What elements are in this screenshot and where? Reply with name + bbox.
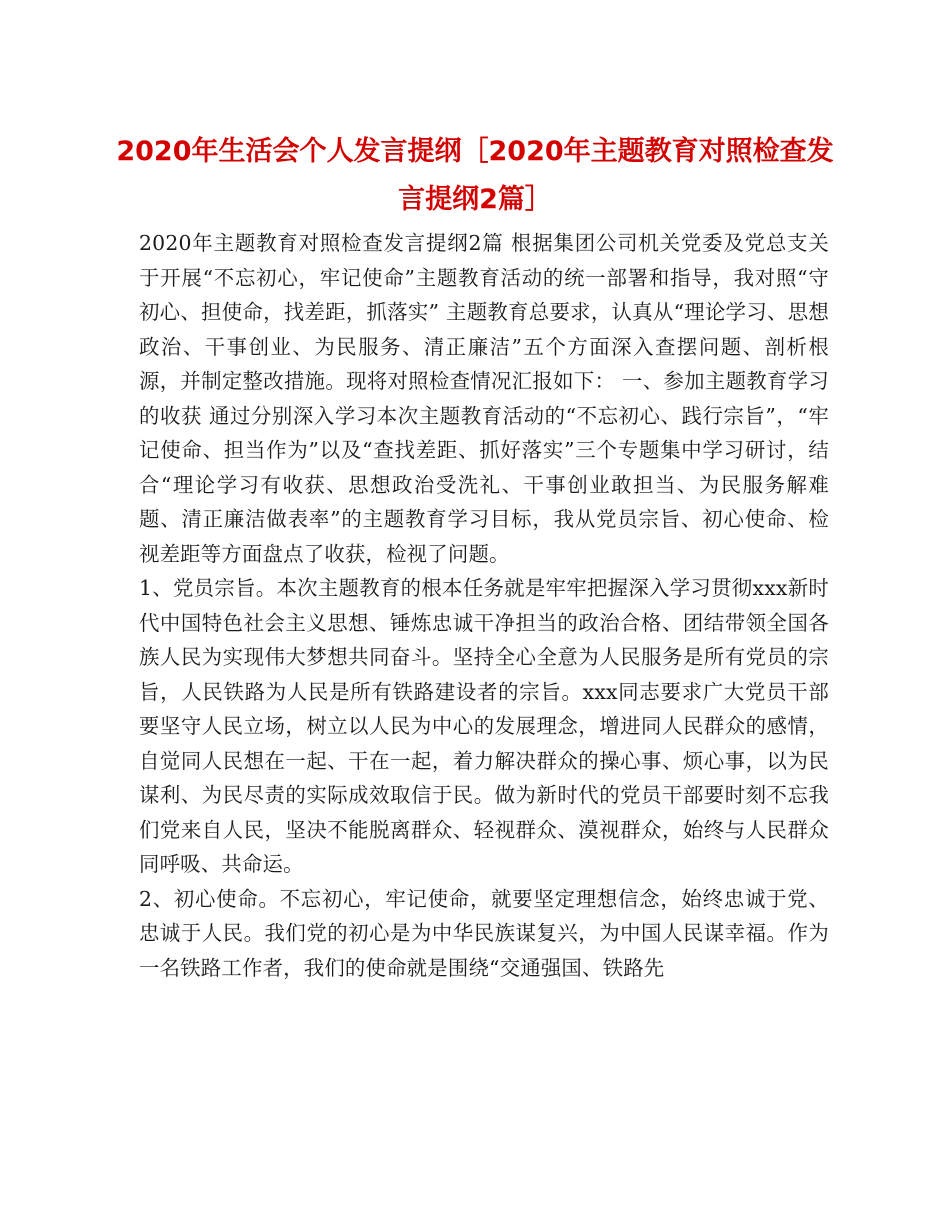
- paragraph-intro: 2020年主题教育对照检查发言提纲2篇 根据集团公司机关党委及党总支关于开展“不忘初心，牢记使命”主题教育活动的统一部署和指导，我对照“守初心、担使命，找差距，抓落实” 主题教育总要求，认真从“理论学习、思想政治、干事创业、为民服务、清正廉洁”五个方面深入查摆问题、剖析根源，并制定整改措施。现将对照检查情况汇报如下： 一、参加主题教育学习的收获 通过分别深入学习本次主题教育活动的“不忘初心、践行宗旨”，“牢记使命、担当作为”以及“查找差距、抓好落实”三个专题集中学习研讨，结合“理论学习有收获、思想政治受洗礼、干事创业敢担当、为民服务解难题、清正廉洁做表率”的主题教育学习目标，我从党员宗旨、初心使命、检视差距等方面盘点了收获，检视了问题。: [139, 231, 829, 566]
- document-title: 2020年生活会个人发言提纲［2020年主题教育对照检查发言提纲2篇］: [116, 136, 834, 215]
- document-body: [139, 226, 829, 985]
- paragraph-original-mission: 2、初心使命。不忘初心，牢记使命，就要坚定理想信念，始终忠诚于党、忠诚于人民。我们党的初心是为中华民族谋复兴，为中国人民谋幸福。作为一名铁路工作者，我们的使命就是围绕“交通强国、铁路先: [139, 886, 829, 980]
- paragraph-party-purpose: 1、党员宗旨。本次主题教育的根本任务就是牢牢把握深入学习贯彻xxx新时代中国特色社会主义思想、锤炼忠诚干净担当的政治合格、团结带领全国各族人民为实现伟大梦想共同奋斗。坚持全心全意为人民服务是所有党员的宗旨，人民铁路为人民是所有铁路建设者的宗旨。xxx同志要求广大党员干部要坚守人民立场，树立以人民为中心的发展理念，增进同人民群众的感情，自觉同人民想在一起、干在一起，着力解决群众的操心事、烦心事，以为民谋利、为民尽责的实际成效取信于民。做为新时代的党员干部要时刻不忘我们党来自人民，坚决不能脱离群众、轻视群众、漠视群众，始终与人民群众同呼吸、共命运。: [139, 576, 829, 876]
